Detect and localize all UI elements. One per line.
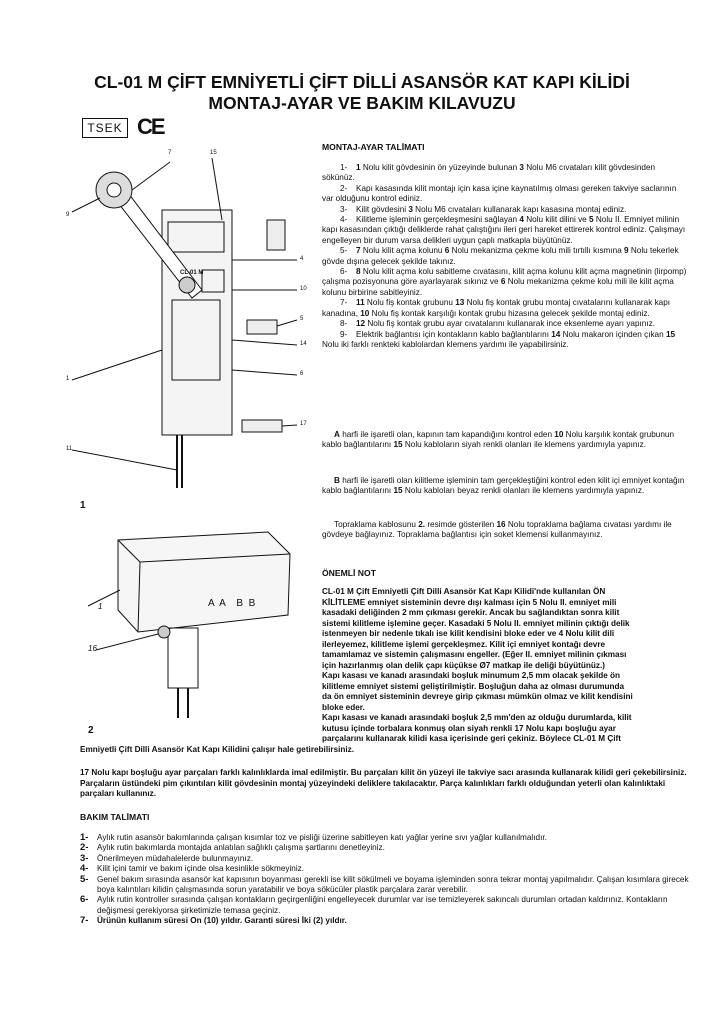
bakim-item — [80, 864, 705, 874]
note-line: kilitleme emniyet sistemi geliştirilmiştir. Boşluğun daha az olması durumunda — [322, 681, 625, 691]
callout-1: 1 — [66, 376, 70, 382]
note-line: kasadaki deliğinden 2 mm çıkması gerekir. Ancak bu sağlandıktan sonra kilit — [322, 608, 620, 617]
page-title: CL-01 M ÇİFT EMNİYETLİ ÇİFT DİLLİ ASANSÖR KAT KAPI KİLİDİ — [94, 72, 630, 92]
bakim-item — [80, 833, 705, 843]
note-line: için hazırlanmış olan delik çapı küçükse Ø7 matkap ile deliği büyütünüz.) — [322, 660, 605, 670]
bakim-item-text: Aylık rutin bakımlarda montajda anlatılan sağlıklı çalışma şartlarını denetleyiniz. — [97, 843, 385, 853]
montaj-heading: MONTAJ-AYAR TALİMATI — [322, 142, 425, 152]
figure-2-drawing — [78, 520, 300, 720]
note-line: Kapı kasası ve kanadı arasındaki boşluk 2,5 mm'den az olduğu durumlarda, kilit — [322, 713, 632, 722]
montaj-item: 7- 11 Nolu fiş kontak grubunu 13 Nolu fiş kontak grubu montaj cıvatalarını kullanarak kapı kanadına, 10 Nolu fiş kontak karşılığı kontak grubu hizasına gelecek şekilde montaj ediniz. — [322, 298, 671, 318]
bakim-item — [80, 875, 705, 896]
note-line-full: Emniyetli Çift Dilli Asansör Kat Kapı Kilidini çalışır hale getirebilirsiniz. — [80, 745, 355, 754]
bakim-item-number: 4- — [80, 863, 89, 875]
note-heading: ÖNEMLİ NOT — [322, 568, 376, 578]
bakim-item-number: 3- — [80, 852, 89, 864]
figure-2-label: 2 — [88, 725, 94, 736]
note-line: tamamlamaz ve sistemin çalışmasını engeller. (Eğer II. emniyet milinin çıkması — [322, 650, 627, 659]
callout-9: 9 — [66, 212, 70, 218]
fig2-callout-1: 1 — [98, 602, 103, 611]
tsek-badge: TSEK — [82, 118, 128, 138]
callout-11: 11 — [66, 446, 73, 452]
montaj-item: 3- Kilit gövdesini 3 Nolu M6 cıvataları kullanarak kapı kasasına montaj ediniz. — [322, 205, 690, 215]
note-line: kutusu içinde torbalara konmuş olan siyah renkli 17 Nolu kapı boşluğu ayar — [322, 723, 616, 733]
bakim-item — [80, 854, 705, 864]
note-line: ilerleyemez, kilitleme işlemi gerçekleşmez. Kilit içi emniyet kontağı devre — [322, 639, 606, 649]
bakim-item-number: 5- — [80, 873, 89, 885]
bakim-item — [80, 916, 705, 926]
note-line: sistemi kilitleme işlemine geçer. Kasadaki 5 Nolu II. emniyet milinin çıktığı delik — [322, 618, 630, 628]
note-para-17: 17 Nolu kapı boşluğu ayar parçaları farklı kalınlıklarda imal edilmiştir. Bu parçaları kilit ön yüzeyi ile takviye sacı arasında kullanarak kilidi geri çekebilirsiniz. Parçaların üstündeki pim çıkıntıları kilit gövdesinin montaj yüzeyindeki deliklere takılacaktır. Parça kalınlıkları farklı olduğundan yeterli olan kalınlıktaki parçaları kullanınız. — [80, 768, 687, 798]
callout-5: 5 — [300, 316, 304, 322]
ce-mark: CE — [137, 114, 164, 139]
bakim-item-text: Ürünün kullanım süresi On (10) yıldır. Garanti süresi İki (2) yıldır. — [97, 916, 347, 926]
callout-7: 7 — [168, 150, 172, 156]
callout-14: 14 — [300, 341, 307, 347]
callout-17: 17 — [300, 421, 307, 427]
bakim-item-number: 7- — [80, 915, 89, 927]
montaj-item-number: 3- — [340, 204, 348, 214]
callout-6: 6 — [300, 371, 304, 377]
callout-4: 4 — [300, 256, 304, 262]
note-line: bloke eder. — [322, 702, 365, 712]
montaj-item-number: 9- — [340, 329, 348, 339]
fig2-callout-16: 16 — [88, 644, 97, 653]
bakim-item — [80, 843, 705, 853]
bakim-list — [80, 833, 705, 927]
montaj-item-number: 1- — [340, 163, 348, 172]
bakim-item-text: Kilit içini tamir ve bakım içinde olsa kesinlikle sökmeyiniz. — [97, 864, 305, 874]
montaj-item-number: 5- — [340, 246, 348, 256]
bakim-item-number: 1- — [80, 832, 89, 843]
para-grounding: Topraklama kablosunu 2. resimde gösterilen 16 Nolu topraklama bağlama cıvatası yardımı ile gövdeye bağlayınız. Topraklama bağlantısı için soket klemensi kullanmayınız. — [322, 520, 672, 540]
bakim-item-text: Aylık rutin asansör bakımlarında çalışan kısımlar toz ve pisliği üzerine sabitleyen katı yağlar yerine sıvı yağlar kullanılmalıdır. — [97, 833, 547, 842]
bakim-item-text: Önerilmeyen müdahalelerde bulunmayınız. — [97, 853, 254, 863]
note-line: da ön emniyet sisteminin devreye girip çıkması mümkün olmaz ve kilit kendisini — [322, 692, 633, 701]
bakim-item-text: Genel bakım sırasında asansör kat kapısının boyanması gerekli ise kilit sökülmeli ve boyama işleminden sonra tekrar montaj yapılmalıdır. Çalışan kısımlara girecek boya kalıntıları kilidin çalışmasında sorun yaratabilir ve boya sökücüler plastik parçalara zarar verebilir. — [97, 874, 689, 895]
montaj-item: 2- Kapı kasasında kilit montajı için kasa içine kaynatılmış olması gereken takviye saclarının var olduğunu kontrol ediniz. — [322, 183, 677, 204]
montaj-item: 1- 1 Nolu kilit gövdesinin ön yüzeyinde bulunan 3 Nolu M6 cıvataları kilit gövdesinden sökünüz. — [322, 163, 656, 183]
note-line: parçalarını kullanarak kilidi kasa içerisinde geri çekiniz. Böylece CL-01 M Çift — [322, 734, 621, 743]
montaj-item-number: 2- — [340, 183, 348, 193]
note-body — [322, 587, 694, 745]
bakim-item-text: Aylık rutin kontroller sırasında çalışan kontakların geçirgenliğini engelleyecek durumlar var ise temizleyerek sakıncalı durumları ortadan kaldırınız. Kontakların değişmesi gerekiyorsa şirketimizle temasa geçiniz. — [97, 895, 668, 915]
montaj-item: 4- Kilitleme işleminin gerçekleşmesini sağlayan 4 Nolu kilit dilini ve 5 Nolu II. Emniyet milinin kapı kasasından çıktığı deliklerde rahat çalıştığını ileri geri hareket ettirerek kontrol ediniz. Çalışmayı engelleyen bir durum varsa delikleri uygun çaplı matkapla büyütünüz. — [322, 215, 686, 245]
bakim-item-number: 2- — [80, 842, 89, 854]
montaj-item: 9- Elektrik bağlantısı için kontakların kablo bağlantılarını 14 Nolu makaron içinden çıkan 15 Nolu iki farklı renkteki kablolardan klemens yardımı ile yapabilirsiniz. — [322, 329, 676, 349]
device-label: CL-01 M — [180, 270, 204, 276]
callout-10: 10 — [300, 286, 307, 292]
fig2-ab-marks: A A B B — [208, 598, 256, 609]
page-subtitle: MONTAJ-AYAR VE BAKIM KILAVUZU — [208, 93, 516, 113]
montaj-item: 8- 12 Nolu fiş kontak grubu ayar cıvatalarını kullanarak ince eksenleme ayarı yapınız. — [322, 319, 690, 329]
note-line: Kapı kasası ve kanadı arasındaki boşluk minumum 2,5 mm olacak şekilde ön — [322, 671, 621, 680]
montaj-list — [322, 163, 690, 350]
callout-15: 15 — [210, 150, 217, 156]
figure-1-drawing — [52, 150, 312, 495]
bakim-item — [80, 895, 705, 916]
note-line: istenmeyen bir nedenle tıkalı ise kilit kendisini bloke eder ve 4 Nolu kilit dili — [322, 629, 615, 638]
note-line: CL-01 M Çift Emniyetli Çift Dilli Asansör Kat Kapı Kilidi'nde kullanılan ÖN — [322, 587, 606, 596]
note-line: KİLİTLEME emniyet sisteminin devre dışı kalması için 5 Nolu II. emniyet mili — [322, 597, 617, 607]
montaj-item-number: 6- — [340, 267, 348, 277]
montaj-item: 5- 7 Nolu kilit açma kolunu 6 Nolu mekanizma çekme kolu mili tırtıllı kısmına 9 Nolu tekerlek gövde dışına gelecek şekilde takınız. — [322, 246, 679, 266]
montaj-item-number: 7- — [340, 298, 348, 308]
bakim-heading: BAKIM TALİMATI — [80, 812, 150, 822]
para-a-contacts: A harfi ile işaretli olan, kapının tam kapandığını kontrol eden 10 Nolu karşılık kontak grubunun kablo bağlantılarını 15 Nolu kabloların siyah renkli olanları ile klemens yardımıyla yapınız. — [322, 430, 674, 450]
figure-1-label: 1 — [80, 500, 86, 511]
montaj-item-number: 4- — [340, 215, 348, 225]
para-b-contacts: B harfi ile işaretli olan kilitleme işleminin tam gerçekleştiğini kontrol eden kilit içi emniyet kontağın kablo bağlantılarını 15 Nolu kabloları beyaz renkli olanları ile klemens yardımıyla yapınız. — [322, 476, 685, 496]
montaj-item-number: 8- — [340, 319, 348, 329]
montaj-item: 6- 8 Nolu kilit açma kolu sabitleme cıvatasını, kilit açma kolunu kilit açma magnetinin (lirpomp) çalışma pozisyonuna göre ayarlayarak sıkınız ve 6 Nolu mekanizma çekme kolu mili ile kilit açma kolunu birbirine sabitleyiniz. — [322, 267, 687, 297]
bakim-item-number: 6- — [80, 894, 89, 906]
